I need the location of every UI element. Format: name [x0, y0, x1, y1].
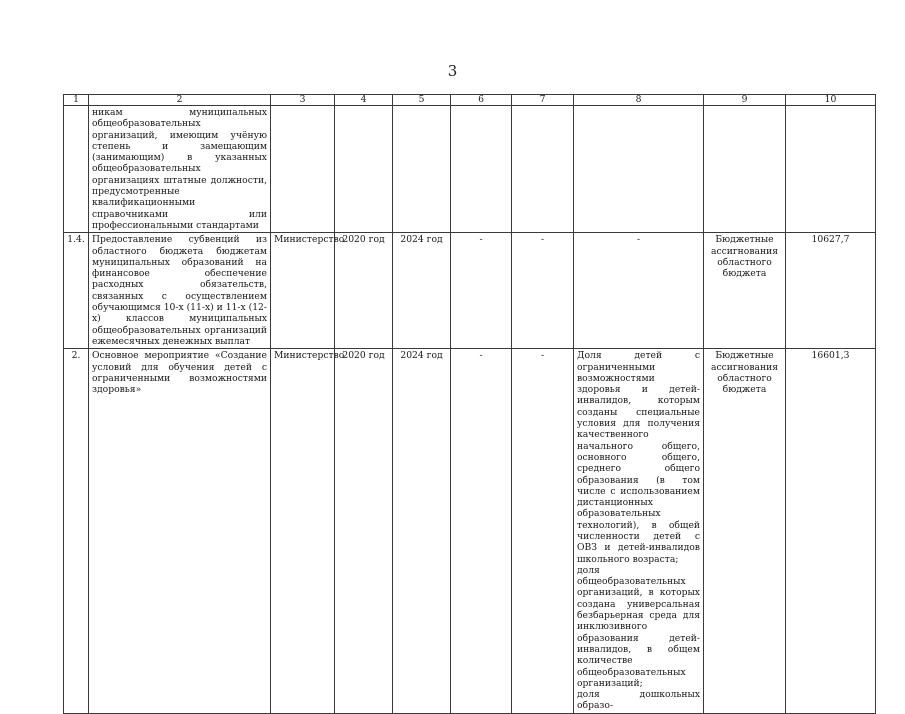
activity-name: никам муниципальных общеобразовательных организаций, имеющим учёную степень и замещающим (занимающим) в указанных общеобразовательных организациях штатные должности, предусмотренные квалификационными справочниками или профессиональными стандартами: [89, 106, 271, 233]
header-col-8: 8: [574, 95, 704, 106]
start-year: 2020 год: [335, 349, 393, 714]
start-year: 2020 год: [335, 233, 393, 349]
col-7-value: -: [512, 349, 574, 714]
table-row: [64, 106, 876, 233]
end-year: [393, 106, 451, 233]
header-col-9: 9: [704, 95, 786, 106]
header-col-7: 7: [512, 95, 574, 106]
indicator: [574, 106, 704, 233]
header-col-3: 3: [271, 95, 335, 106]
funding-source: Бюджетные ассигнования областного бюджета: [704, 233, 786, 349]
funding-source: Бюджетные ассигнования областного бюджета: [704, 349, 786, 714]
program-table: [63, 94, 876, 714]
row-number: [64, 106, 89, 233]
page-number: 3: [447, 62, 458, 80]
executor: Министерство: [271, 233, 335, 349]
funding-source: [704, 106, 786, 233]
header-col-6: 6: [451, 95, 512, 106]
indicator-paragraph: Доля детей с ограниченными возможностями здоровья и детей-инвалидов, которым созданы специальные условия для получения качественного начального общего, основного общего, среднего общего образования (в том числе с использованием дистанционных образовательных технологий), в общей численности детей с ОВЗ и детей-инвалидов школьного возраста;: [577, 350, 700, 565]
header-col-4: 4: [335, 95, 393, 106]
indicator: [574, 349, 704, 714]
header-col-5: 5: [393, 95, 451, 106]
start-year: [335, 106, 393, 233]
activity-name: Основное мероприятие «Создание условий для обучения детей с ограниченными возможностями здоровья»: [89, 349, 271, 714]
indicator-paragraph: доля дошкольных образо-: [577, 689, 700, 712]
col-6-value: [451, 106, 512, 233]
indicator-paragraph: доля общеобразовательных организаций, в которых создана универсальная безбарьерная среда для инклюзивного образования детей-инвалидов, в общем количестве общеобразовательных организаций;: [577, 564, 700, 689]
amount: [786, 106, 876, 233]
amount: 10627,7: [786, 233, 876, 349]
header-col-10: 10: [786, 95, 876, 106]
table-row: [64, 349, 876, 714]
end-year: 2024 год: [393, 233, 451, 349]
table-row: [64, 233, 876, 349]
col-7-value: [512, 106, 574, 233]
executor: [271, 106, 335, 233]
indicator: -: [574, 233, 704, 349]
col-6-value: -: [451, 349, 512, 714]
end-year: 2024 год: [393, 349, 451, 714]
header-col-1: 1: [64, 95, 89, 106]
col-6-value: -: [451, 233, 512, 349]
executor: Министерство: [271, 349, 335, 714]
amount: 16601,3: [786, 349, 876, 714]
col-7-value: -: [512, 233, 574, 349]
header-row: [64, 95, 876, 106]
header-col-2: 2: [89, 95, 271, 106]
row-number: 2.: [64, 349, 89, 714]
row-number: 1.4.: [64, 233, 89, 349]
activity-name: Предоставление субвенций из областного бюджета бюджетам муниципальных образований на финансовое обеспечение расходных обязательств, связанных с осуществлением обучающимся 10-х (11-х) и 11-х (12-х) классов муниципальных общеобразовательных организаций ежемесячных денежных выплат: [89, 233, 271, 349]
